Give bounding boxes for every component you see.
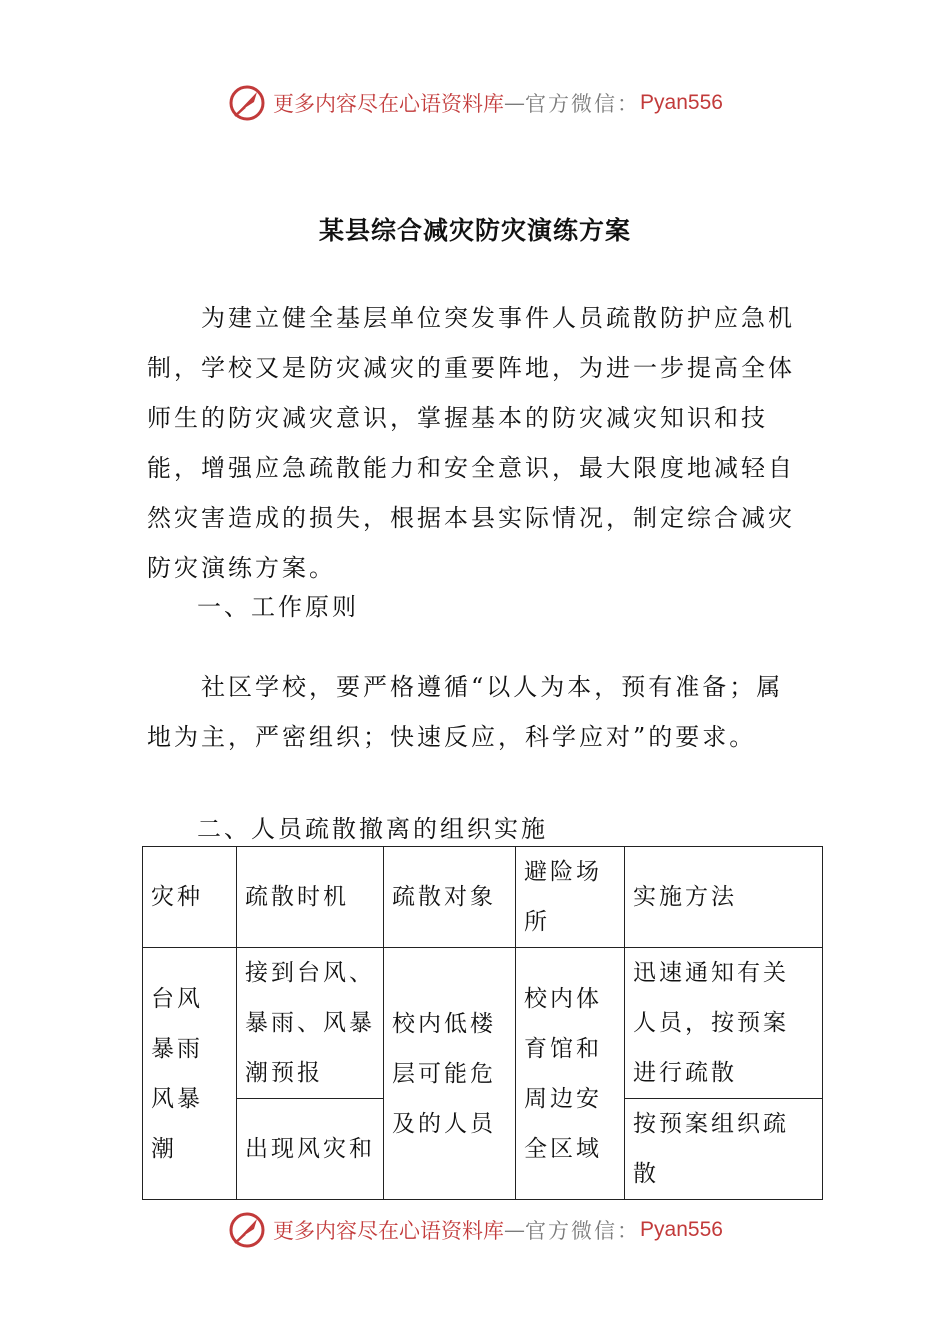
cell-disaster-type: 台风暴雨风暴潮 xyxy=(143,948,237,1200)
banner-wechat-id: Pyan556 xyxy=(640,1218,723,1241)
header-disaster-type: 灾种 xyxy=(143,847,237,948)
header-banner xyxy=(0,78,950,128)
intro-paragraph: 为建立健全基层单位突发事件人员疏散防护应急机制，学校又是防灾减灾的重要阵地，为进一步提高全体师生的防灾减灾意识，掌握基本的防灾减灾知识和技能，增强应急疏散能力和安全意识，最大限度地减轻自然灾害造成的损失，根据本县实际情况，制定综合减灾防灾演练方案。 xyxy=(147,304,795,582)
banner-separator: — xyxy=(504,91,526,115)
table-header-row xyxy=(143,847,823,948)
header-method: 实施方法 xyxy=(625,847,823,948)
banner-text: 更多内容尽在心语资料库 xyxy=(273,1219,505,1243)
document-title: 某县综合减灾防灾演练方案 xyxy=(318,216,631,245)
cell-timing-1: 接到台风、暴雨、风暴潮预报 xyxy=(237,948,384,1099)
section1-heading: 一、工作原则 xyxy=(197,593,359,621)
cell-timing-2: 出现风灾和 xyxy=(237,1099,384,1200)
section2-heading: 二、人员疏散撤离的组织实施 xyxy=(197,815,548,843)
section1-body: 社区学校，要严格遵循“以人为本，预有准备；属地为主，严密组织；快速反应，科学应对”的要求。 xyxy=(147,673,784,751)
banner-text: 更多内容尽在心语资料库 xyxy=(273,92,505,116)
cell-shelter: 校内体育馆和周边安全区域 xyxy=(516,948,625,1200)
cell-method-1: 迅速通知有关人员，按预案进行疏散 xyxy=(625,948,823,1099)
header-timing: 疏散时机 xyxy=(237,847,384,948)
quill-logo-icon xyxy=(227,1210,267,1250)
banner-separator: — xyxy=(504,1218,526,1242)
banner-wechat-label: 官方微信： xyxy=(525,92,641,116)
header-target: 疏散对象 xyxy=(384,847,516,948)
header-shelter: 避险场所 xyxy=(516,847,625,948)
cell-method-2: 按预案组织疏散 xyxy=(625,1099,823,1200)
banner-wechat-id: Pyan556 xyxy=(640,91,723,114)
banner-wechat-label: 官方微信： xyxy=(525,1219,641,1243)
evacuation-table xyxy=(142,846,823,1200)
table-row xyxy=(143,948,823,1099)
quill-logo-icon xyxy=(227,83,267,123)
cell-target: 校内低楼层可能危及的人员 xyxy=(384,948,516,1200)
footer-banner xyxy=(0,1205,950,1255)
